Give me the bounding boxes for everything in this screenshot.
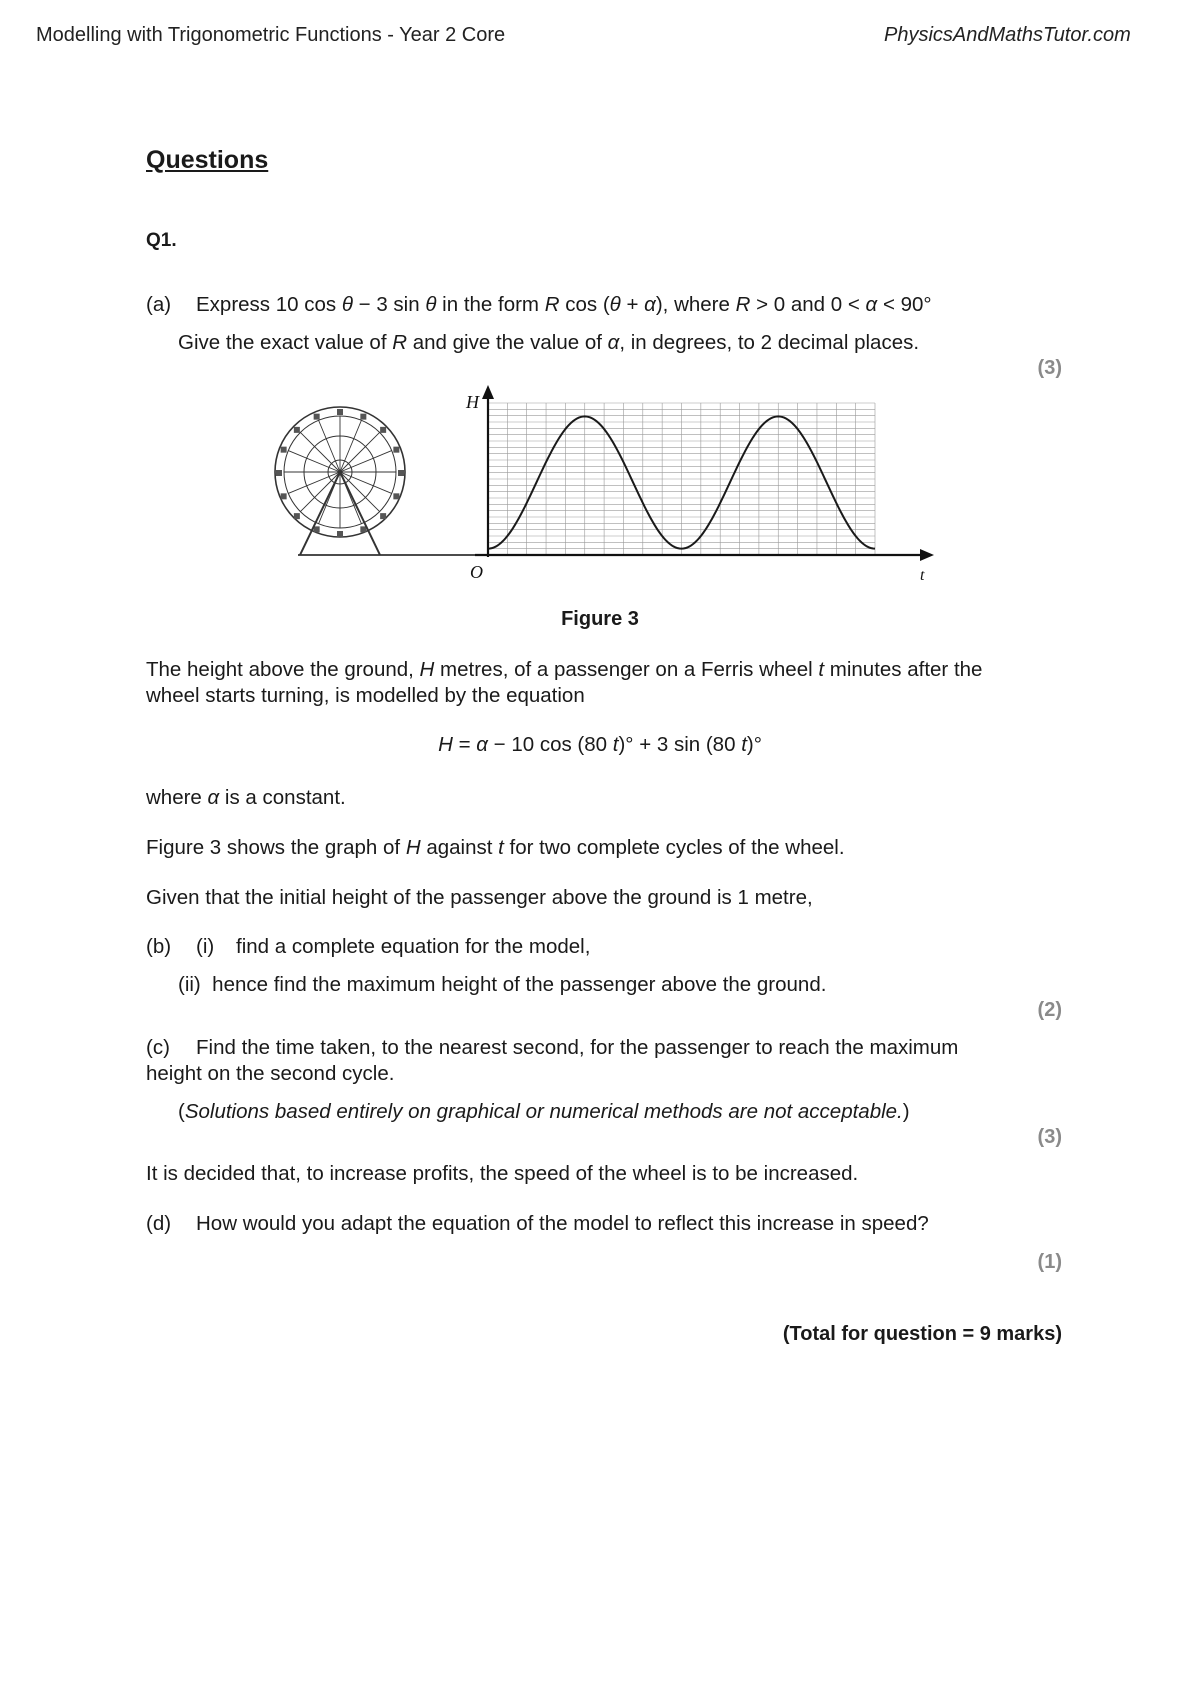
ferris-wheel-car <box>393 493 399 499</box>
ferris-wheel-car <box>294 513 300 519</box>
x-axis-arrowhead <box>920 549 934 561</box>
ferris-wheel-car <box>314 414 320 420</box>
given-text: Given that the initial height of the passenger above the ground is 1 metre, <box>146 886 813 909</box>
intro-line-1: The height above the ground, H metres, of a passenger on a Ferris wheel t minutes after the <box>146 658 983 681</box>
figure-caption: Figure 3 <box>561 608 639 630</box>
section-title: Questions <box>146 146 269 174</box>
part-a-line-1: (a) Express 10 cos θ − 3 sin θ in the form R cos (θ + α), where R > 0 and 0 < α < 90° <box>146 293 932 316</box>
origin-label: O <box>470 562 483 582</box>
part-d-label: (d) <box>146 1212 172 1235</box>
where-text: where α is a constant. <box>146 786 346 809</box>
graph-grid <box>488 403 875 555</box>
ferris-wheel-icon <box>275 407 475 555</box>
ferris-wheel-car <box>337 409 343 415</box>
model-equation: H = α − 10 cos (80 t)° + 3 sin (80 t)° <box>438 733 762 756</box>
ferris-wheel-car <box>281 493 287 499</box>
page-header-site: PhysicsAndMathsTutor.com <box>884 24 1131 46</box>
part-b-label: (b) <box>146 935 172 958</box>
ferris-wheel-car <box>380 513 386 519</box>
ferris-wheel-car <box>281 447 287 453</box>
part-c-label: (c) <box>146 1036 170 1059</box>
part-c-line-2: height on the second cycle. <box>146 1062 395 1085</box>
figure-description: Figure 3 shows the graph of H against t for two complete cycles of the wheel. <box>146 836 845 859</box>
ferris-wheel-car <box>398 470 404 476</box>
x-axis-label: t <box>920 567 925 584</box>
part-a-line-2: Give the exact value of R and give the value of α, in degrees, to 2 decimal places. <box>178 331 920 354</box>
profits-text: It is decided that, to increase profits, the speed of the wheel is to be increased. <box>146 1162 859 1185</box>
ferris-wheel-car <box>294 427 300 433</box>
page-header-title: Modelling with Trigonometric Functions - Year 2 Core <box>36 24 506 46</box>
part-d-marks: (1) <box>1037 1251 1062 1273</box>
part-c-line-1: (c) Find the time taken, to the nearest second, for the passenger to reach the maximum <box>146 1036 959 1059</box>
ferris-wheel-car <box>337 531 343 537</box>
part-c-marks: (3) <box>1037 1126 1062 1148</box>
y-axis-arrowhead <box>482 385 494 399</box>
ferris-wheel-car <box>360 526 366 532</box>
part-a-label: (a) <box>146 293 172 316</box>
part-c-note: (Solutions based entirely on graphical or numerical methods are not acceptable.) <box>178 1100 910 1123</box>
part-b-i: (b) (i) find a complete equation for the model, <box>146 935 591 958</box>
part-d-line: (d) How would you adapt the equation of the model to reflect this increase in speed? <box>146 1212 929 1235</box>
figure-3 <box>270 385 950 585</box>
intro-line-2: wheel starts turning, is modelled by the equation <box>146 684 585 707</box>
ferris-wheel-car <box>393 447 399 453</box>
question-number: Q1. <box>146 230 177 251</box>
y-axis-label: H <box>466 392 479 412</box>
graph-axes <box>475 393 925 557</box>
part-b-ii: (ii) hence find the maximum height of the passenger above the ground. <box>178 973 827 996</box>
part-a-marks: (3) <box>1037 357 1062 379</box>
ferris-wheel-car <box>276 470 282 476</box>
ferris-wheel-car <box>360 414 366 420</box>
ferris-wheel-car <box>314 526 320 532</box>
part-b-marks: (2) <box>1037 999 1062 1021</box>
ferris-wheel-car <box>380 427 386 433</box>
total-marks: (Total for question = 9 marks) <box>782 1323 1062 1345</box>
